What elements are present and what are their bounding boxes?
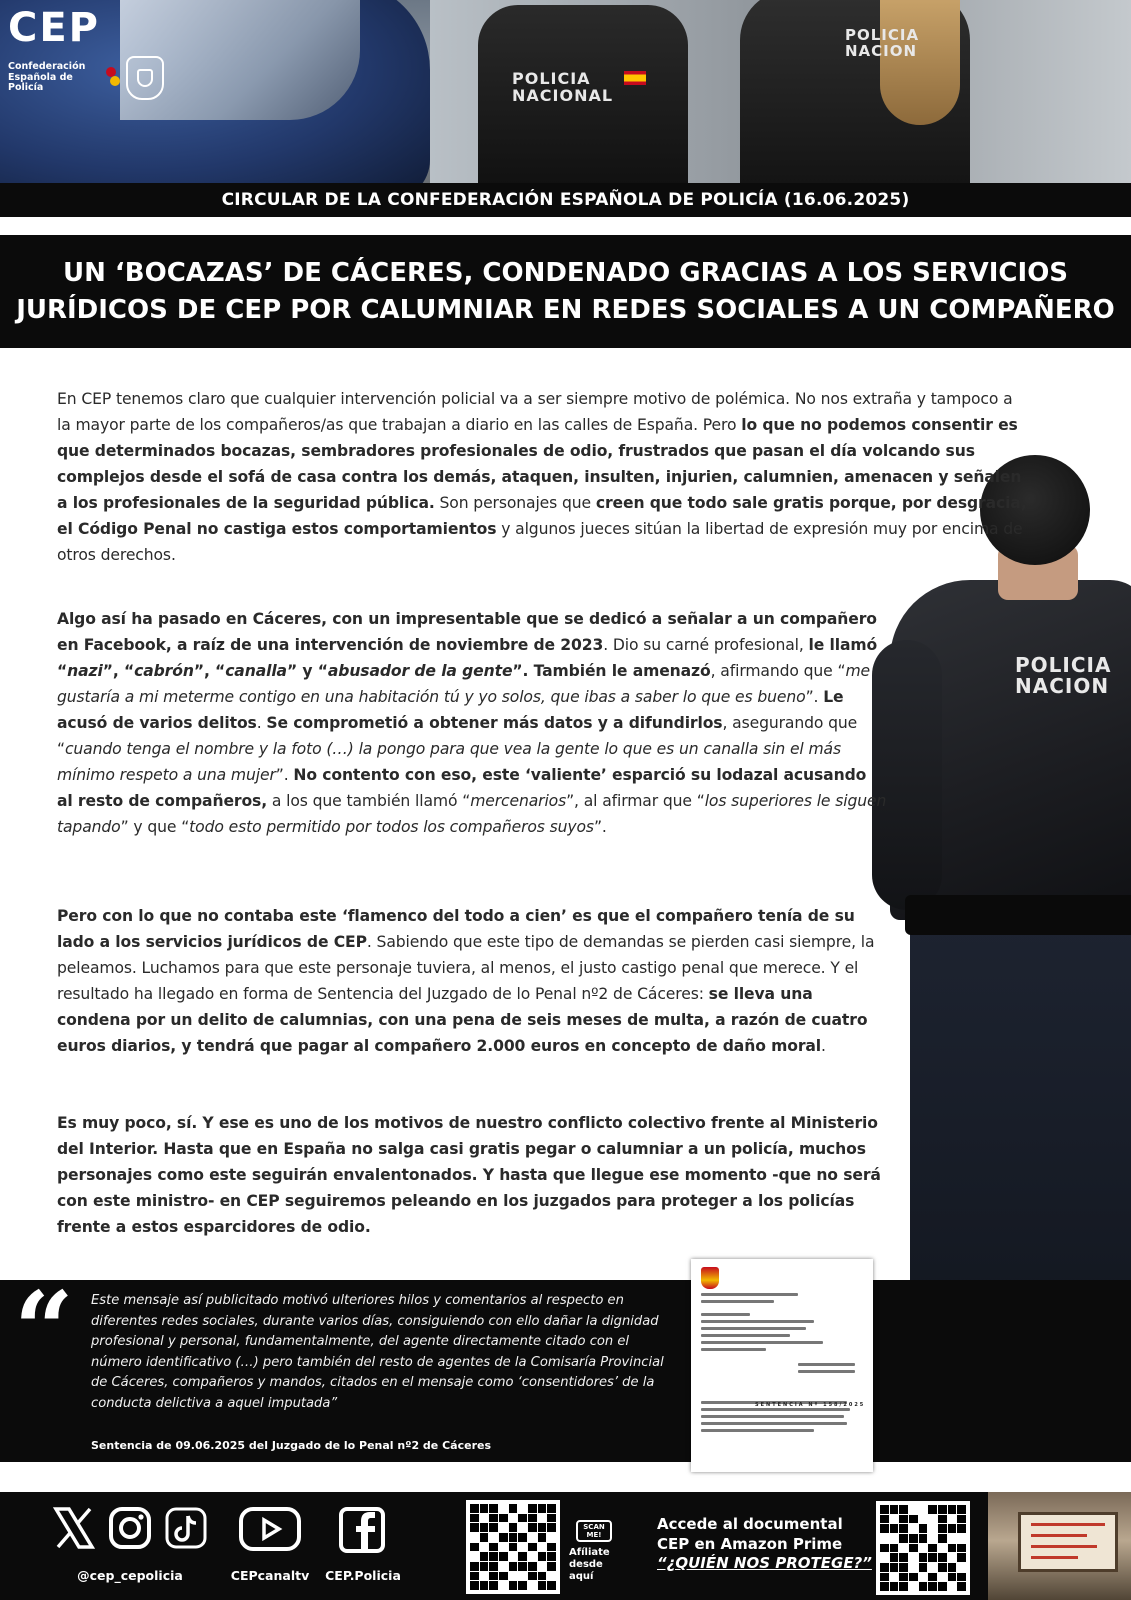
body-paragraph-4 bbox=[57, 1110, 887, 1240]
text-run: nazi bbox=[67, 662, 103, 680]
header-photo bbox=[0, 0, 1131, 183]
text-run: ”, “ bbox=[193, 662, 226, 680]
police-shield-icon bbox=[126, 56, 164, 100]
text-run: Algo así ha pasado en Cáceres, con un impresentable que se dedicó a señalar a un compañero en Facebook, a raíz de una intervención de noviembre de 2023 bbox=[57, 610, 877, 654]
text-run: canalla bbox=[225, 662, 287, 680]
text-run: y algunos jueces sitúan la libertad de expresión muy por encima de otros derechos. bbox=[57, 520, 1023, 564]
text-run: lo que no podemos consentir es que determinados bocazas, sembradores profesionales de odio, frustrados que pasan el día volcando sus complejos desde el sofá de casa contra los demás, ataquen, insulten, injurien, calumnien, amenacen y señalen a los profesionales de la seguridad pública. bbox=[57, 416, 1022, 512]
text-run: ”. También le amenazó bbox=[512, 662, 711, 680]
text-run: ”, al afirmar que “ bbox=[566, 792, 705, 810]
youtube-handle[interactable]: CEPcanaltv bbox=[230, 1568, 310, 1583]
text-run: ” y “ bbox=[286, 662, 328, 680]
qr-pattern bbox=[470, 1504, 556, 1590]
text-run: Es muy poco, sí. Y ese es uno de los motivos de nuestro conflicto colectivo frente al Ministerio del Interior. Hasta que en España no salga casi gratis pegar o calumniar a un policía, muchos personajes como este seguirán envalentonados. Y hasta que llegue ese momento -que no será con este ministro- en CEP seguiremos peleando en los juzgados para proteger a los policías frente a estos esparcidores de odio. bbox=[57, 1114, 881, 1236]
youtube-icon[interactable] bbox=[238, 1506, 302, 1552]
text-run: Son personajes que bbox=[434, 494, 596, 512]
officer-belt bbox=[905, 895, 1131, 935]
text-run: cabrón bbox=[134, 662, 194, 680]
text-run: . bbox=[256, 714, 267, 732]
scan-me-badge: SCAN ME! bbox=[576, 1520, 612, 1542]
body-paragraph-3 bbox=[57, 903, 887, 1059]
logo-text: CEP bbox=[8, 5, 100, 51]
document-title: SENTENCIA Nº 158/2025 bbox=[755, 1402, 866, 1408]
facebook-icon[interactable] bbox=[337, 1505, 387, 1555]
headline-line-1: UN ‘BOCAZAS’ DE CÁCERES, CONDENADO GRACIAS A LOS SERVICIOS bbox=[62, 257, 1069, 288]
logo-subtitle: Confederación Española de Policía bbox=[8, 60, 86, 94]
text-run: abusador de la gente bbox=[327, 662, 513, 680]
text-run: creen que todo sale gratis porque, por desgracia, el Código Penal no castiga estos comportamientos bbox=[57, 494, 1027, 538]
cta-line-1: Accede al documental bbox=[657, 1515, 843, 1533]
text-run: ”, “ bbox=[102, 662, 135, 680]
text-run: cuando tenga el nombre y la foto (…) la pongo para que vea la gente lo que es un canalla sin el más mínimo respeto a una mujer bbox=[57, 740, 841, 784]
text-run: Se comprometió a obtener más datos y a difundirlos bbox=[266, 714, 723, 732]
instagram-icon[interactable] bbox=[106, 1504, 154, 1552]
affiliate-label[interactable]: Afíliate desde aquí bbox=[569, 1547, 610, 1582]
text-run: ”. bbox=[805, 688, 824, 706]
text-run: le llamó “ bbox=[57, 636, 878, 680]
text-run: . bbox=[821, 1037, 826, 1055]
facebook-handle[interactable]: CEP.Policia bbox=[325, 1568, 401, 1583]
documentary-cta[interactable] bbox=[657, 1515, 872, 1574]
body-paragraph-2 bbox=[57, 606, 887, 840]
text-run: Le acusó de varios delitos bbox=[57, 688, 844, 732]
affiliate-qr-code[interactable] bbox=[466, 1500, 560, 1594]
body-paragraph-1 bbox=[57, 386, 1027, 568]
sentence-document-image[interactable] bbox=[691, 1259, 873, 1472]
text-run: a los que también llamó “ bbox=[267, 792, 471, 810]
court-quote: Este mensaje así publicitado motivó ulteriores hilos y comentarios al respecto en diferentes redes sociales, durante varios días, consiguiendo con ello dañar la dignidad profesional y personal, fundamentalmente, del agente directamente citado con el número identificativo (…) pero también del resto de agentes de la Comisaría Provincial de Cáceres, compañeros y mandos, citados en el mensaje como ‘consentidores’ de la conducta delictiva a aquel imputada” bbox=[91, 1293, 664, 1411]
text-run: mercenarios bbox=[470, 792, 567, 810]
text-run: ”. bbox=[593, 818, 607, 836]
vest-text-left: POLICIA NACIONAL bbox=[512, 69, 614, 105]
qr-pattern bbox=[880, 1505, 966, 1591]
quote-source: Sentencia de 09.06.2025 del Juzgado de lo Penal nº2 de Cáceres bbox=[91, 1439, 491, 1452]
text-run: Pero con lo que no contaba este ‘flamenco del todo a cien’ es que el compañero tenía de su lado a los servicios jurídicos de CEP bbox=[57, 907, 855, 951]
coat-of-arms-icon bbox=[701, 1267, 719, 1289]
page-title bbox=[0, 235, 1131, 348]
text-run: , asegurando que “ bbox=[57, 714, 858, 758]
vest-text-right: POLICIA NACION bbox=[845, 26, 920, 60]
x-logo-icon[interactable] bbox=[50, 1504, 98, 1552]
officer-hair bbox=[880, 0, 960, 125]
text-run: me gustaría a mi meterme contigo en una habitación tú y yo solos, que ibas a saber lo que es bueno bbox=[57, 662, 870, 706]
logo-dots-icon bbox=[106, 67, 120, 89]
headline-line-2: JURÍDICOS DE CEP POR CALUMNIAR EN REDES SOCIALES A UN COMPAÑERO bbox=[16, 294, 1115, 325]
text-run: En CEP tenemos claro que cualquier intervención policial va a ser siempre motivo de polémica. No nos extraña y tampoco a la mayor parte de los compañeros/as que trabajan a diario en las calles de España. Pero bbox=[57, 390, 1013, 434]
documentary-qr-code[interactable] bbox=[876, 1501, 970, 1595]
text-run: , afirmando que “ bbox=[710, 662, 846, 680]
text-run: No contento con eso, este ‘valiente’ esparció su lodazal acusando al resto de compañeros, bbox=[57, 766, 867, 810]
text-run: los superiores le siguen tapando bbox=[57, 792, 887, 836]
text-run: se lleva una condena por un delito de calumnias, con una pena de seis meses de multa, a razón de cuatro euros diarios, y tendrá que pagar al compañero 2.000 euros en concepto de daño moral bbox=[57, 985, 868, 1055]
circular-date-bar: CIRCULAR DE LA CONFEDERACIÓN ESPAÑOLA DE POLICÍA (16.06.2025) bbox=[0, 183, 1131, 217]
documentary-link[interactable]: “¿QUIÉN NOS PROTEGE?” bbox=[657, 1554, 872, 1572]
documentary-billboard-image bbox=[988, 1492, 1131, 1600]
quote-mark-icon: “ bbox=[14, 1268, 74, 1391]
text-run: todo esto permitido por todos los compañeros suyos bbox=[189, 818, 594, 836]
text-run: ”. bbox=[275, 766, 294, 784]
text-run: ” y que “ bbox=[120, 818, 190, 836]
social-handle[interactable]: @cep_cepolicia bbox=[77, 1568, 183, 1583]
tiktok-icon[interactable] bbox=[162, 1504, 210, 1552]
figure-vest-text: POLICIA NACION bbox=[1015, 653, 1112, 698]
text-run: . Dio su carné profesional, bbox=[603, 636, 809, 654]
cep-logo[interactable] bbox=[8, 5, 164, 100]
cta-line-2: CEP en Amazon Prime bbox=[657, 1534, 843, 1553]
text-run: . Sabiendo que este tipo de demandas se pierden casi siempre, la peleamos. Luchamos para que este personaje tuviera, al menos, el justo castigo penal que merece. Y el resultado ha llegado en forma de Sentencia del Juzgado de lo Penal nº2 de Cáceres: bbox=[57, 933, 875, 1003]
spain-flag-icon bbox=[624, 71, 646, 85]
